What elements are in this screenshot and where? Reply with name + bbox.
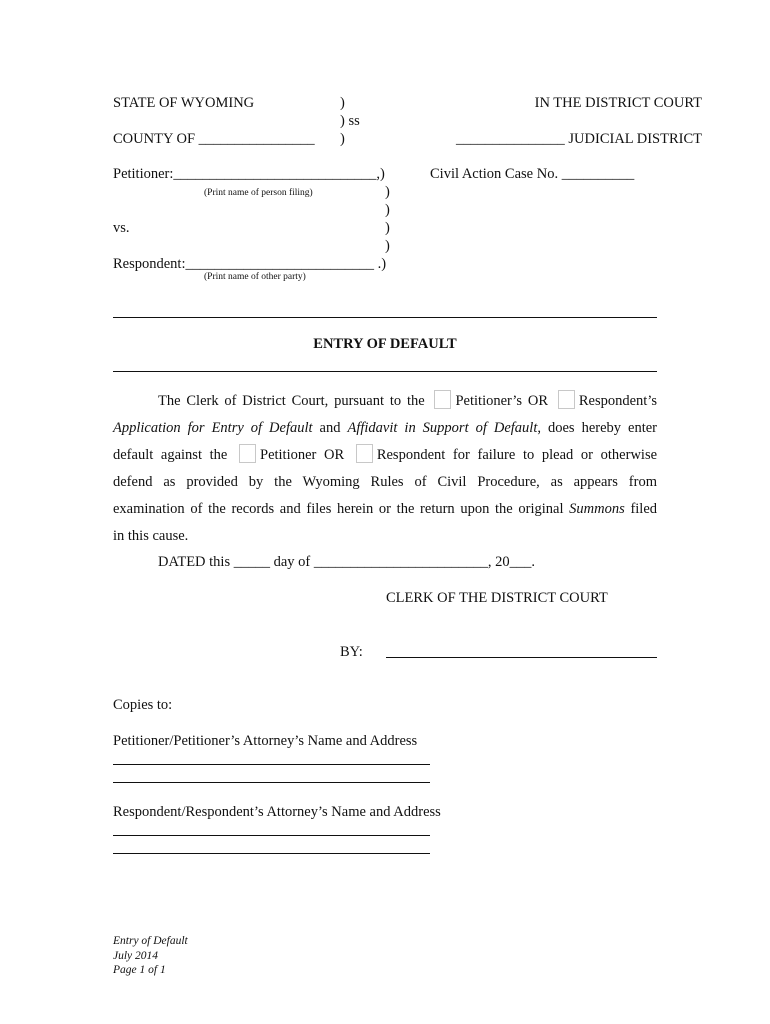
respondent-field[interactable]: Respondent:__________________________ .)	[113, 256, 387, 272]
petitioner-field[interactable]: Petitioner:____________________________,)	[113, 166, 385, 182]
petitioner-copy-label: Petitioner/Petitioner’s Attorney’s Name and Address	[113, 733, 418, 749]
by-label: BY:	[340, 644, 363, 660]
title-top-rule	[113, 317, 657, 318]
footer	[113, 934, 188, 978]
body-line: defend as provided by the Wyoming Rules of Civil Procedure, as appears from	[113, 474, 657, 490]
caption-paren: )	[385, 238, 390, 254]
caption-paren: )	[340, 131, 345, 147]
county-field[interactable]: COUNTY OF ________________	[113, 131, 315, 147]
copies-label: Copies to:	[113, 697, 173, 713]
respondent-copy-label: Respondent/Respondent’s Attorney’s Name and Address	[113, 804, 441, 820]
petitioner-application-checkbox[interactable]	[434, 390, 451, 409]
default-petitioner-checkbox[interactable]	[239, 444, 256, 463]
petitioner-address-line[interactable]	[113, 782, 430, 783]
respondent-hint: (Print name of other party)	[204, 272, 306, 282]
respondent-address-line[interactable]	[113, 853, 430, 854]
body-line: The Clerk of District Court, pursuant to the Petitioner’s OR Respondent’s	[113, 388, 657, 415]
footer-page: Page 1 of 1	[113, 964, 166, 976]
footer-form-name: Entry of Default	[113, 935, 188, 947]
petitioner-address-line[interactable]	[113, 764, 430, 765]
body-line: Application for Entry of Default and Affidavit in Support of Default, does hereby enter	[113, 420, 657, 436]
judicial-district-field[interactable]: _______________ JUDICIAL DISTRICT	[456, 131, 702, 147]
civil-action-field[interactable]: Civil Action Case No. __________	[430, 166, 635, 182]
body-line: examination of the records and files herein or the return upon the original Summons filed	[113, 501, 658, 517]
signature-line[interactable]	[386, 657, 657, 658]
body-line: in this cause.	[113, 528, 189, 544]
dated-field[interactable]: DATED this _____ day of ________________________, 20___.	[158, 554, 535, 570]
caption-paren: )	[340, 95, 345, 111]
petitioner-hint: (Print name of person filing)	[204, 188, 313, 198]
default-respondent-checkbox[interactable]	[356, 444, 373, 463]
caption-paren: )	[385, 202, 390, 218]
body-line: default against the Petitioner OR Respondent for failure to plead or otherwise	[113, 442, 657, 469]
document-title: ENTRY OF DEFAULT	[313, 336, 457, 352]
respondent-application-checkbox[interactable]	[558, 390, 575, 409]
clerk-label: CLERK OF THE DISTRICT COURT	[386, 590, 608, 606]
title-bottom-rule	[113, 371, 657, 372]
vs-label: vs.	[113, 220, 130, 236]
footer-date: July 2014	[113, 949, 159, 962]
ss-label: ) ss	[340, 113, 360, 129]
court-label: IN THE DISTRICT COURT	[534, 95, 702, 111]
body-paragraph	[113, 388, 657, 550]
respondent-address-line[interactable]	[113, 835, 430, 836]
caption-paren: )	[385, 184, 390, 200]
caption-paren: )	[385, 220, 390, 236]
state-label: STATE OF WYOMING	[113, 95, 255, 111]
